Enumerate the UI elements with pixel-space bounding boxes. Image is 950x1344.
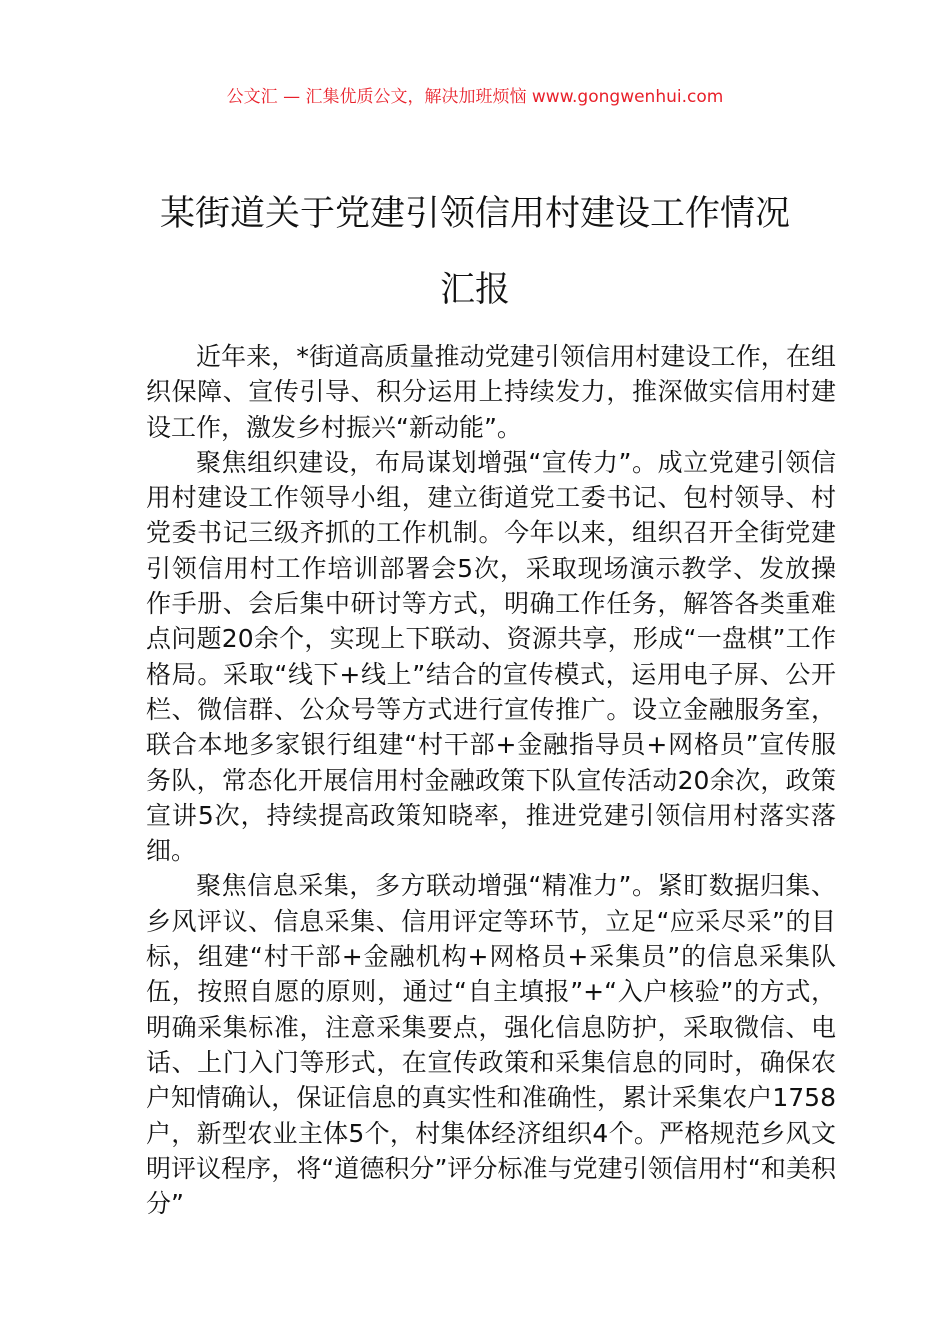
paragraph-organization: 聚焦组织建设，布局谋划增强“宣传力”。成立党建引领信用村建设工作领导小组，建立街道党工委书记、包村领导、村党委书记三级齐抓的工作机制。今年以来，组织召开全街党建引领信用村工作培训部署会5次，采取现场演示教学、发放操作手册、会后集中研讨等方式，明确工作任务，解答各类重难点问题20余个，实现上下联动、资源共享，形成“一盘棋”工作格局。采取“线下+线上”结合的宣传模式，运用电子屏、公开栏、微信群、公众号等方式进行宣传推广。设立金融服务室，联合本地多家银行组建“村干部+金融指导员+网格员”宣传服务队，常态化开展信用村金融政策下队宣传活动20余次，政策宣讲5次，持续提高政策知晓率，推进党建引领信用村落实落细。	[146, 447, 836, 866]
document-title	[100, 176, 850, 328]
title-line-2: 汇报	[439, 270, 510, 310]
paragraph-intro: 近年来，*街道高质量推动党建引领信用村建设工作，在组织保障、宣传引导、积分运用上持续发力，推深做实信用村建设工作，激发乡村振兴“新动能”。	[146, 342, 836, 442]
paragraph-information: 聚焦信息采集，多方联动增强“精准力”。紧盯数据归集、乡风评议、信息采集、信用评定等环节，立足“应采尽采”的目标，组建“村干部+金融机构+网格员+采集员”的信息采集队伍，按照自愿的原则，通过“自主填报”+“入户核验”的方式，明确采集标准，注意采集要点，强化信息防护，采取微信、电话、上门入门等形式，在宣传政策和采集信息的同时，确保农户知情确认，保证信息的真实性和准确性，累计采集农户1758户，新型农业主体5个，村集体经济组织4个。严格规范乡风文明评议程序，将“道德积分”评分标准与党建引领信用村“和美积分”	[146, 871, 836, 1219]
document-body	[146, 339, 836, 1221]
watermark-banner: 公文汇 — 汇集优质公文，解决加班烦恼 www.gongwenhui.com	[226, 87, 724, 107]
title-line-1: 某街道关于党建引领信用村建设工作情况	[159, 194, 790, 234]
